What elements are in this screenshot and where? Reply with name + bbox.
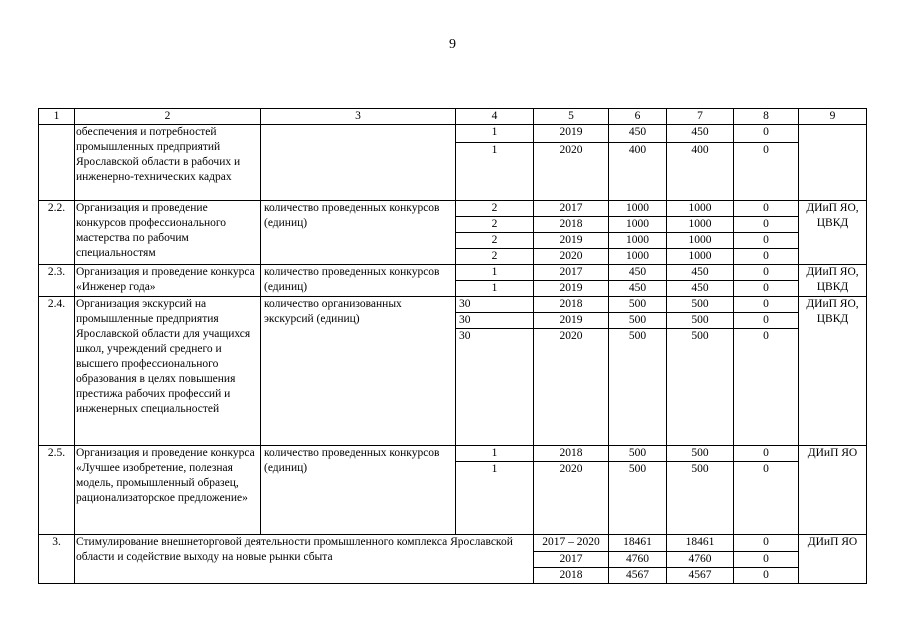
item-number: 3.	[39, 535, 75, 584]
value-cell-c4: 1	[456, 143, 534, 201]
value-cell-c6: 500	[609, 446, 667, 462]
item-responsible	[799, 125, 867, 201]
value-cell-c7: 1000	[667, 201, 734, 217]
value-cell-c6: 450	[609, 281, 667, 297]
value-cell-year: 2017	[534, 552, 609, 568]
value-cell-year: 2017 – 2020	[534, 535, 609, 552]
value-cell-c8: 0	[734, 265, 799, 281]
header-cell: 8	[734, 109, 799, 125]
value-cell-c6: 500	[609, 313, 667, 329]
item-indicator: количество проведенных конкурсов (единиц)	[261, 265, 456, 297]
value-cell-c7: 4760	[667, 552, 734, 568]
value-cell-c7: 1000	[667, 233, 734, 249]
value-cell-c6: 1000	[609, 249, 667, 265]
header-row	[39, 109, 867, 125]
value-cell-c8: 0	[734, 297, 799, 313]
value-cell-c8: 0	[734, 446, 799, 462]
value-cell-year: 2020	[534, 329, 609, 446]
value-cell-c7: 450	[667, 265, 734, 281]
header-cell: 1	[39, 109, 75, 125]
item-name: Стимулирование внешнеторговой деятельности промышленного комплекса Ярославской области и содействие выходу на новые рынки сбыта	[75, 535, 534, 584]
value-cell-c7: 450	[667, 281, 734, 297]
value-cell-c4: 30	[456, 313, 534, 329]
value-cell-c8: 0	[734, 552, 799, 568]
value-cell-c6: 4567	[609, 568, 667, 584]
table-row	[39, 201, 867, 217]
header-cell: 9	[799, 109, 867, 125]
header-cell: 6	[609, 109, 667, 125]
value-cell-year: 2019	[534, 233, 609, 249]
value-cell-c4: 2	[456, 249, 534, 265]
value-cell-c6: 18461	[609, 535, 667, 552]
value-cell-year: 2017	[534, 265, 609, 281]
value-cell-c4: 2	[456, 201, 534, 217]
value-cell-c4: 2	[456, 233, 534, 249]
program-table	[38, 108, 867, 584]
item-number: 2.2.	[39, 201, 75, 265]
item-number: 2.3.	[39, 265, 75, 297]
value-cell-c8: 0	[734, 568, 799, 584]
value-cell-c8: 0	[734, 281, 799, 297]
value-cell-c6: 500	[609, 329, 667, 446]
value-cell-year: 2019	[534, 281, 609, 297]
item-indicator: количество проведенных конкурсов (единиц)	[261, 446, 456, 535]
table-row	[39, 265, 867, 281]
value-cell-c7: 500	[667, 329, 734, 446]
value-cell-c6: 450	[609, 265, 667, 281]
value-cell-c7: 500	[667, 313, 734, 329]
value-cell-c6: 1000	[609, 201, 667, 217]
value-cell-c4: 1	[456, 446, 534, 462]
item-indicator: количество организованных экскурсий (единиц)	[261, 297, 456, 446]
value-cell-year: 2018	[534, 297, 609, 313]
value-cell-year: 2020	[534, 143, 609, 201]
item-name: Организация и проведение конкурсов профессионального мастерства по рабочим специальностям	[75, 201, 261, 265]
value-cell-c8: 0	[734, 143, 799, 201]
value-cell-c6: 500	[609, 462, 667, 535]
value-cell-year: 2018	[534, 217, 609, 233]
value-cell-year: 2017	[534, 201, 609, 217]
value-cell-c8: 0	[734, 125, 799, 143]
value-cell-c6: 500	[609, 297, 667, 313]
value-cell-year: 2020	[534, 462, 609, 535]
value-cell-c6: 4760	[609, 552, 667, 568]
table-row	[39, 125, 867, 143]
value-cell-c8: 0	[734, 535, 799, 552]
value-cell-c7: 500	[667, 446, 734, 462]
value-cell-c6: 400	[609, 143, 667, 201]
page-number: 9	[449, 37, 456, 52]
value-cell-c8: 0	[734, 233, 799, 249]
header-cell: 5	[534, 109, 609, 125]
value-cell-c8: 0	[734, 217, 799, 233]
value-cell-year: 2018	[534, 568, 609, 584]
item-indicator: количество проведенных конкурсов (единиц)	[261, 201, 456, 265]
value-cell-c8: 0	[734, 462, 799, 535]
item-indicator	[261, 125, 456, 201]
table-row	[39, 535, 867, 552]
value-cell-c7: 450	[667, 125, 734, 143]
value-cell-c7: 400	[667, 143, 734, 201]
value-cell-year: 2020	[534, 249, 609, 265]
value-cell-year: 2019	[534, 313, 609, 329]
header-cell: 3	[261, 109, 456, 125]
value-cell-c7: 18461	[667, 535, 734, 552]
value-cell-c7: 500	[667, 297, 734, 313]
value-cell-year: 2019	[534, 125, 609, 143]
item-responsible: ДИиП ЯО	[799, 446, 867, 535]
value-cell-c7: 500	[667, 462, 734, 535]
item-responsible: ДИиП ЯО, ЦВКД	[799, 201, 867, 265]
value-cell-c8: 0	[734, 201, 799, 217]
item-responsible: ДИиП ЯО, ЦВКД	[799, 297, 867, 446]
value-cell-c4: 1	[456, 265, 534, 281]
value-cell-year: 2018	[534, 446, 609, 462]
item-number: 2.4.	[39, 297, 75, 446]
value-cell-c4: 30	[456, 297, 534, 313]
value-cell-c7: 4567	[667, 568, 734, 584]
header-cell: 4	[456, 109, 534, 125]
value-cell-c4: 1	[456, 462, 534, 535]
value-cell-c7: 1000	[667, 217, 734, 233]
value-cell-c8: 0	[734, 313, 799, 329]
item-responsible: ДИиП ЯО	[799, 535, 867, 584]
item-name: Организация и проведение конкурса «Лучшее изобретение, полезная модель, промышленный образец, рационализаторское предложение»	[75, 446, 261, 535]
value-cell-c6: 1000	[609, 217, 667, 233]
item-number	[39, 125, 75, 201]
item-number: 2.5.	[39, 446, 75, 535]
item-responsible: ДИиП ЯО, ЦВКД	[799, 265, 867, 297]
value-cell-c4: 1	[456, 281, 534, 297]
item-name: Организация экскурсий на промышленные предприятия Ярославской области для учащихся школ, учреждений среднего и высшего профессионального образования в целях повышения престижа рабочих профессий и инженерных специальностей	[75, 297, 261, 446]
value-cell-c4: 30	[456, 329, 534, 446]
item-name: Организация и проведение конкурса «Инженер года»	[75, 265, 261, 297]
value-cell-c8: 0	[734, 329, 799, 446]
value-cell-c7: 1000	[667, 249, 734, 265]
table-row	[39, 297, 867, 313]
item-name: обеспечения и потребностей промышленных предприятий Ярославской области в рабочих и инженерно-технических кадрах	[75, 125, 261, 201]
table-row	[39, 446, 867, 462]
value-cell-c4: 2	[456, 217, 534, 233]
value-cell-c8: 0	[734, 249, 799, 265]
header-cell: 2	[75, 109, 261, 125]
header-cell: 7	[667, 109, 734, 125]
value-cell-c4: 1	[456, 125, 534, 143]
value-cell-c6: 1000	[609, 233, 667, 249]
value-cell-c6: 450	[609, 125, 667, 143]
